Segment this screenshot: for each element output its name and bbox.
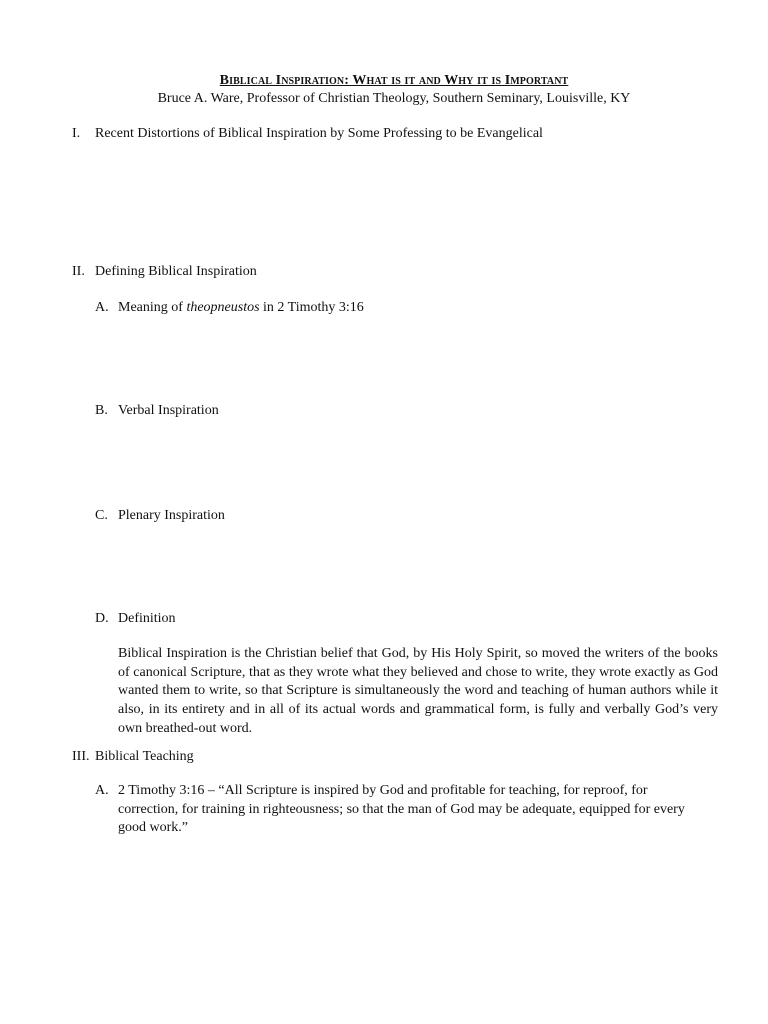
subsection-2a-heading-after: in 2 Timothy 3:16 [259,300,364,315]
subsection-3a-letter: A. [95,783,109,798]
definition-paragraph: Biblical Inspiration is the Christian belief that God, by His Holy Spirit, so moved the writers of the books of canonical Scripture, that as they wrote what they believed and chose to write, they wrote exactly as God wanted them to write, so that Scripture is simultaneously the word and teaching of human authors while it also, in its entirety and in all of its actual words and grammatical form, is fully and verbally God’s very own breathed-out word. [118,646,718,736]
section-2-number: II. [72,264,85,279]
subsection-2c-heading: Plenary Inspiration [118,508,225,523]
document-subtitle: Bruce A. Ware, Professor of Christian Theology, Southern Seminary, Louisville, KY [157,91,631,106]
subsection-2b-heading: Verbal Inspiration [118,403,219,418]
document-title: Biblical Inspiration: What is it and Why it is Important [219,73,569,88]
section-3-heading: Biblical Teaching [95,749,194,764]
section-1-heading: Recent Distortions of Biblical Inspiration by Some Professing to be Evangelical [95,126,543,141]
subsection-2c-letter: C. [95,508,108,523]
subsection-2a-heading-before: Meaning of [118,300,187,315]
section-2-heading: Defining Biblical Inspiration [95,264,257,279]
section-1-number: I. [72,126,81,141]
subsection-2a-heading [118,299,364,317]
subsection-2a-heading-italic: theopneustos [186,300,260,315]
subsection-2d-heading: Definition [118,611,176,626]
subsection-2a-letter: A. [95,300,109,315]
scripture-quote: 2 Timothy 3:16 – “All Scripture is inspired by God and profitable for teaching, for reproof, for correction, for training in righteousness; so that the man of God may be adequate, equipped for every good work.” [118,783,685,836]
subsection-2b-letter: B. [95,403,108,418]
subsection-2d-letter: D. [95,611,109,626]
section-3-number: III. [72,749,90,764]
